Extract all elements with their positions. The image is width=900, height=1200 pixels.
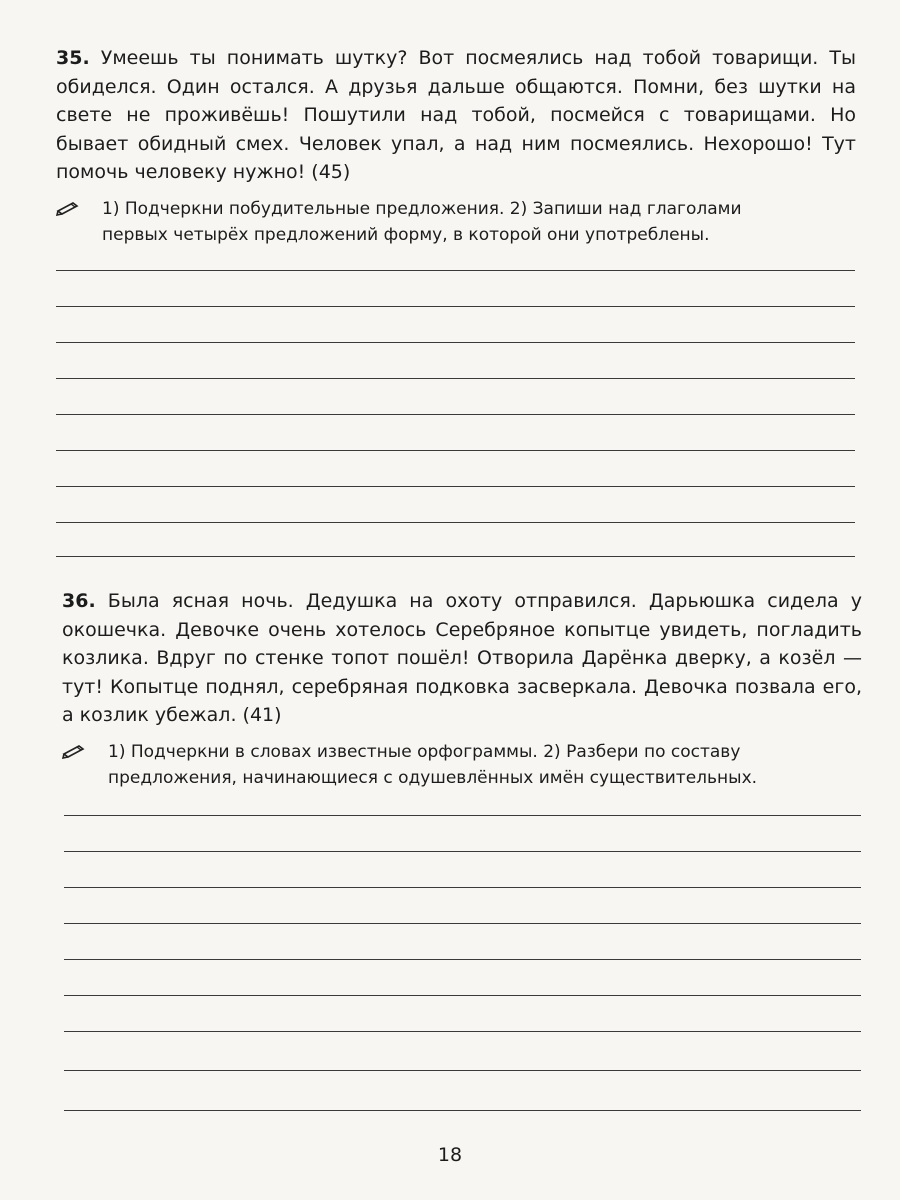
answer-line[interactable] [56, 342, 855, 343]
answer-line[interactable] [56, 522, 855, 523]
exercise-35 [56, 44, 856, 248]
answer-line[interactable] [64, 1070, 861, 1071]
answer-line[interactable] [56, 414, 855, 415]
answer-line[interactable] [64, 851, 861, 852]
answer-line[interactable] [56, 378, 855, 379]
answer-line[interactable] [56, 486, 855, 487]
answer-line[interactable] [56, 306, 855, 307]
pencil-icon [62, 743, 86, 759]
exercise-text [56, 44, 856, 187]
exercise-body: Умеешь ты понимать шутку? Вот посмеялись над тобой товарищи. Ты обиделся. Один остался. А друзья дальше общаются. Помни, без шутки на свете не проживёшь! Пошутили над тобой, посмейся с товарищами. Но бывает обидный смех. Человек упал, а над ним посмеялись. Нехорошо! Тут помочь человеку нужно! (45) [56, 47, 856, 183]
pencil-icon [56, 200, 80, 216]
answer-line[interactable] [64, 815, 861, 816]
task-line: 1) Подчеркни побудительные предложения. 2) Запиши над глаголами [102, 198, 742, 219]
exercise-task [62, 739, 862, 791]
exercise-task [56, 196, 856, 248]
page-number: 18 [437, 1144, 463, 1166]
exercise-number: 35. [56, 47, 90, 69]
answer-line[interactable] [64, 995, 861, 996]
answer-line[interactable] [64, 959, 861, 960]
exercise-36 [62, 587, 862, 791]
answer-line[interactable] [56, 450, 855, 451]
answer-line[interactable] [64, 1110, 861, 1111]
answer-line[interactable] [56, 270, 855, 271]
exercise-text [62, 587, 862, 730]
task-line: 1) Подчеркни в словах известные орфограммы. 2) Разбери по составу [108, 741, 741, 762]
task-line: первых четырёх предложений форму, в которой они употреблены. [102, 224, 710, 245]
answer-line[interactable] [56, 556, 855, 557]
task-line: предложения, начинающиеся с одушевлённых имён существительных. [108, 767, 758, 788]
exercise-body: Была ясная ночь. Дедушка на охоту отправился. Дарьюшка сидела у окошечка. Девочке очень хотелось Серебряное копытце увидеть, погладить козлика. Вдруг по стенке топот пошёл! Отворила Дарёнка дверку, а козёл — тут! Копытце поднял, серебряная подковка засверкала. Девочка позвала его, а козлик убежал. (41) [62, 590, 862, 726]
answer-line[interactable] [64, 1031, 861, 1032]
answer-line[interactable] [64, 887, 861, 888]
answer-line[interactable] [64, 923, 861, 924]
exercise-number: 36. [62, 590, 96, 612]
